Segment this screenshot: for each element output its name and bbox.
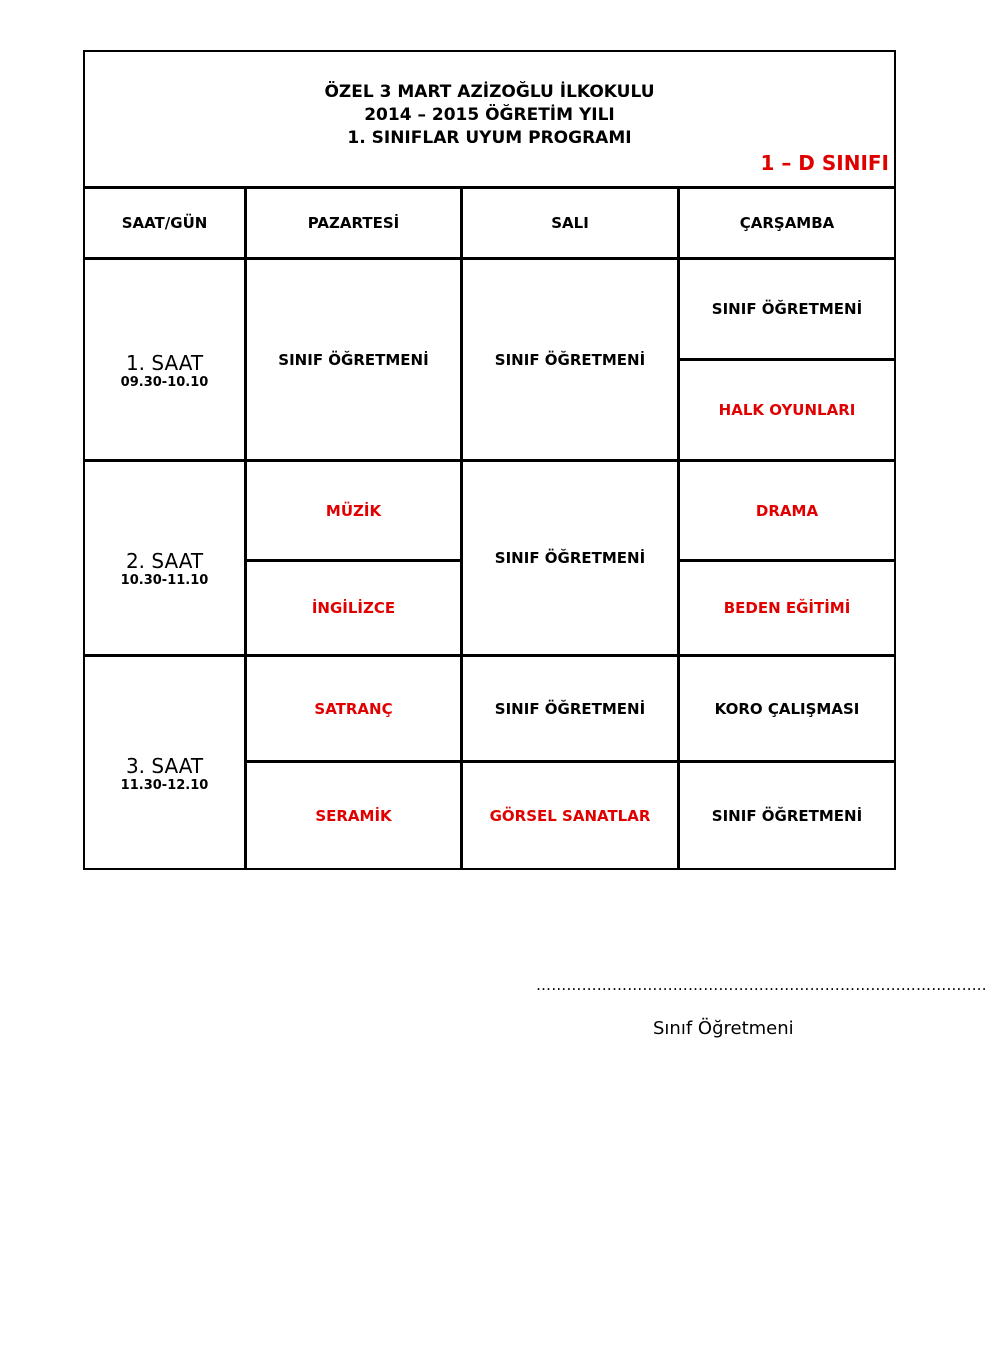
period-3-time: 11.30-12.10	[120, 777, 209, 793]
p2-monday-a: MÜZİK	[246, 461, 462, 561]
period-1-time: 09.30-10.10	[120, 374, 209, 390]
schedule-table	[83, 50, 896, 870]
p2-monday-b: İNGİLİZCE	[246, 561, 462, 656]
p1-monday: SINIF ÖĞRETMENİ	[246, 259, 462, 461]
p3-tuesday-b: GÖRSEL SANATLAR	[462, 762, 679, 870]
time-day-header: SAAT/GÜN	[84, 188, 246, 259]
p3-tuesday-a: SINIF ÖĞRETMENİ	[462, 656, 679, 762]
period-3-label-cell	[84, 656, 246, 870]
p2-tuesday: SINIF ÖĞRETMENİ	[462, 461, 679, 656]
period-2-label-cell	[84, 461, 246, 656]
p2-wednesday-b: BEDEN EĞİTİMİ	[679, 561, 896, 656]
day-header-monday: PAZARTESİ	[246, 188, 462, 259]
class-name: 1 – D SINIFI	[760, 151, 889, 175]
p1-wednesday-a: SINIF ÖĞRETMENİ	[679, 259, 896, 360]
school-name: ÖZEL 3 MART AZİZOĞLU İLKOKULU	[324, 82, 655, 102]
day-header-tuesday: SALI	[462, 188, 679, 259]
p2-wednesday-a: DRAMA	[679, 461, 896, 561]
p1-tuesday: SINIF ÖĞRETMENİ	[462, 259, 679, 461]
p3-monday-a: SATRANÇ	[246, 656, 462, 762]
signature-label: Sınıf Öğretmeni	[653, 1018, 794, 1039]
schedule-header	[84, 51, 896, 188]
day-header-wednesday: ÇARŞAMBA	[679, 188, 896, 259]
p1-wednesday-b: HALK OYUNLARI	[679, 360, 896, 461]
program-title: 1. SINIFLAR UYUM PROGRAMI	[347, 128, 632, 148]
p3-monday-b: SERAMİK	[246, 762, 462, 870]
academic-year: 2014 – 2015 ÖĞRETİM YILI	[364, 105, 615, 125]
p3-wednesday-b: SINIF ÖĞRETMENİ	[679, 762, 896, 870]
period-3-label: 3. SAAT	[125, 753, 204, 778]
p3-wednesday-a: KORO ÇALIŞMASI	[679, 656, 896, 762]
signature-line: ……………………………………………………………………………..	[536, 976, 987, 994]
period-2-time: 10.30-11.10	[120, 573, 209, 588]
period-1-label-cell	[84, 259, 246, 461]
period-2-label: 2. SAAT	[125, 549, 204, 573]
period-1-label: 1. SAAT	[125, 350, 204, 375]
